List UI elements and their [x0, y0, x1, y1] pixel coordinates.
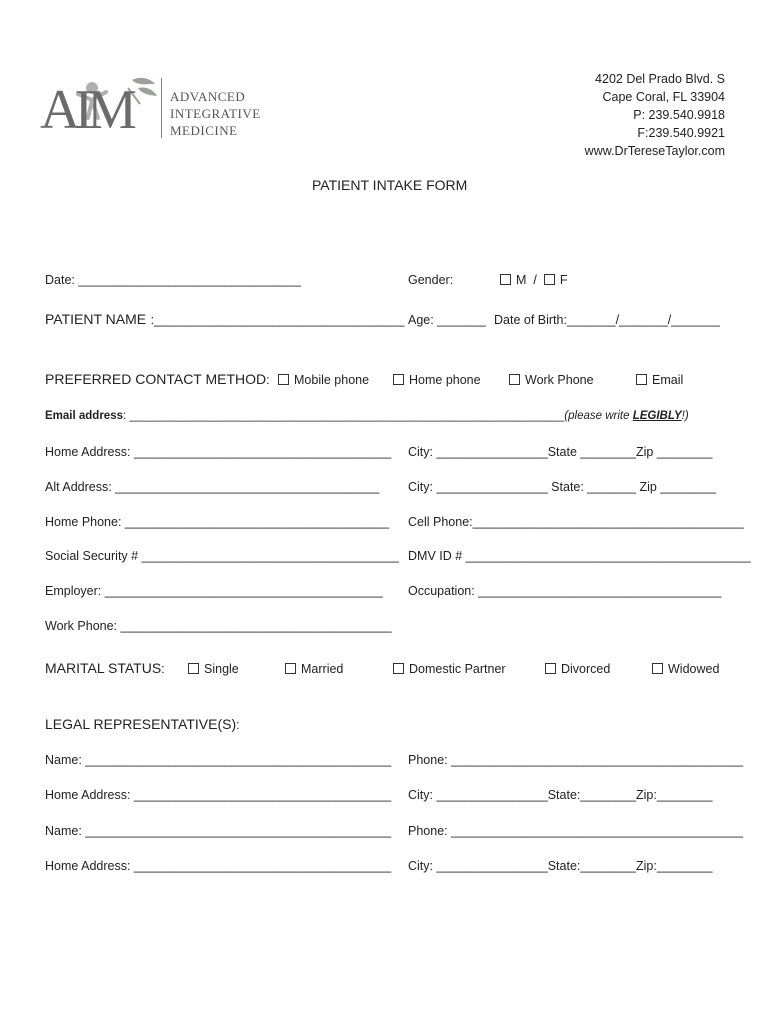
email-label: Email address [45, 410, 123, 422]
checkbox-icon[interactable] [188, 663, 199, 674]
gender-f-label: F [559, 273, 568, 287]
checkbox-icon[interactable] [652, 663, 663, 674]
contact-method-colon: : [266, 373, 270, 387]
marital-option-domestic[interactable] [393, 662, 506, 676]
contact-option-home[interactable] [393, 373, 481, 387]
checkbox-icon[interactable] [278, 374, 289, 385]
address-phone: P: 239.540.9918 [633, 108, 725, 122]
legal-rep-colon: : [236, 718, 240, 732]
checkbox-icon[interactable] [393, 374, 404, 385]
logo-monogram: AIM [40, 79, 131, 141]
address-website[interactable]: www.DrTereseTaylor.com [584, 144, 725, 158]
dmv-id-field[interactable]: DMV ID # _________________________________________ [408, 549, 751, 563]
rep1-phone-field[interactable]: Phone: __________________________________________ [408, 753, 744, 767]
gender-label: Gender: [408, 273, 454, 287]
dob-field[interactable]: Date of Birth:_______/_______/_______ [494, 313, 720, 327]
contact-option-mobile[interactable] [278, 373, 369, 387]
alt-city-state-zip[interactable]: City: ________________ State: _______ Zip ________ [408, 480, 716, 494]
gender-options [500, 273, 567, 287]
ssn-field[interactable]: Social Security # _____________________________________ [45, 549, 399, 563]
checkbox-icon[interactable] [393, 663, 404, 674]
legal-rep-heading [45, 716, 240, 734]
marital-option-label: Single [204, 662, 239, 676]
home-address-field[interactable]: Home Address: _____________________________________ [45, 445, 392, 459]
email-row [45, 410, 689, 422]
date-field[interactable]: Date: ________________________________ [45, 273, 301, 287]
work-phone-field[interactable]: Work Phone: _______________________________________ [45, 619, 392, 633]
marital-option-label: Married [301, 662, 344, 676]
checkbox-icon[interactable] [545, 663, 556, 674]
gender-m-label: M [516, 273, 527, 287]
clinic-address [585, 70, 725, 160]
marital-option-label: Divorced [561, 662, 611, 676]
contact-option-label: Home phone [409, 373, 481, 387]
logo-line-2: INTEGRATIVE [170, 106, 261, 121]
logo-line-1: ADVANCED [170, 89, 246, 104]
rep2-address-field[interactable]: Home Address: _____________________________________ [45, 859, 392, 873]
gender-m-checkbox[interactable] [500, 274, 511, 285]
address-city: Cape Coral, FL 33904 [602, 90, 725, 104]
patient-name-row [45, 311, 404, 329]
checkbox-icon[interactable] [636, 374, 647, 385]
marital-option-single[interactable] [188, 662, 239, 676]
rep2-phone-field[interactable]: Phone: __________________________________________ [408, 824, 744, 838]
checkbox-icon[interactable] [285, 663, 296, 674]
rep1-city-state-zip[interactable]: City: ________________State:________Zip:________ [408, 788, 713, 802]
legal-rep-label: LEGAL REPRESENTATIVE(S) [45, 716, 237, 732]
marital-option-label: Widowed [668, 662, 720, 676]
patient-name-field[interactable]: :____________________________________ [150, 313, 405, 327]
marital-option-divorced[interactable] [545, 662, 610, 676]
patient-name-label: PATIENT NAME [45, 311, 147, 327]
home-city-state-zip[interactable]: City: ________________State ________Zip ________ [408, 445, 713, 459]
marital-colon: : [161, 662, 165, 676]
clinic-logo [40, 74, 270, 144]
form-title: PATIENT INTAKE FORM [312, 177, 468, 193]
contact-option-label: Email [652, 373, 684, 387]
rep1-address-field[interactable]: Home Address: _____________________________________ [45, 788, 392, 802]
address-street: 4202 Del Prado Blvd. S [595, 72, 725, 86]
contact-option-label: Work Phone [525, 373, 594, 387]
marital-status-label: MARITAL STATUS [45, 660, 162, 676]
logo-wordmark [170, 88, 261, 139]
gender-f-checkbox[interactable] [544, 274, 555, 285]
contact-method-row [45, 371, 270, 389]
marital-option-label: Domestic Partner [409, 662, 506, 676]
age-field[interactable]: Age: _______ [408, 313, 486, 327]
contact-option-work[interactable] [509, 373, 594, 387]
cell-phone-field[interactable]: Cell Phone:_______________________________________ [408, 515, 744, 529]
marital-status-row [45, 660, 165, 678]
marital-option-married[interactable] [285, 662, 343, 676]
marital-option-widowed[interactable] [652, 662, 719, 676]
contact-option-label: Mobile phone [294, 373, 370, 387]
occupation-field[interactable]: Occupation: ___________________________________ [408, 584, 722, 598]
contact-option-email[interactable] [636, 373, 683, 387]
logo-line-3: MEDICINE [170, 123, 238, 138]
logo-divider [161, 78, 162, 138]
address-fax: F:239.540.9921 [637, 126, 725, 140]
rep2-name-field[interactable]: Name: ____________________________________________ [45, 824, 392, 838]
employer-field[interactable]: Employer: ________________________________________ [45, 584, 383, 598]
email-note: (please write LEGIBLY!) [564, 410, 689, 422]
rep2-city-state-zip[interactable]: City: ________________State:________Zip:________ [408, 859, 713, 873]
rep1-name-field[interactable]: Name: ____________________________________________ [45, 753, 392, 767]
checkbox-icon[interactable] [509, 374, 520, 385]
gender-separator: / [533, 273, 537, 287]
contact-method-label: PREFERRED CONTACT METHOD [45, 371, 267, 387]
email-field[interactable]: : ____________________________________________________________________ [122, 410, 565, 422]
home-phone-field[interactable]: Home Phone: ______________________________________ [45, 515, 390, 529]
alt-address-field[interactable]: Alt Address: ______________________________________ [45, 480, 380, 494]
